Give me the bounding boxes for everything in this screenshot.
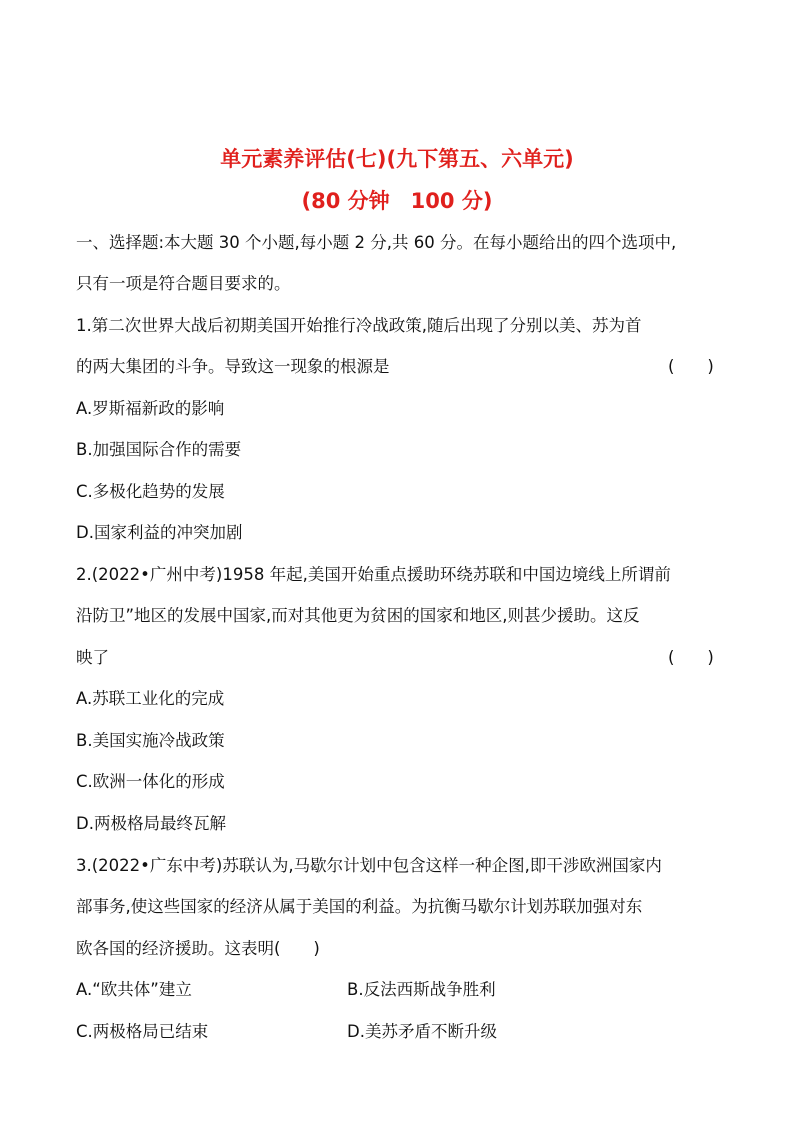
question-1-option-a: A.罗斯福新政的影响 bbox=[76, 399, 225, 418]
question-3-stem-line-1: 3.(2022•广东中考)苏联认为,马歇尔计划中包含这样一种企图,即干涉欧洲国家内 bbox=[76, 856, 662, 875]
question-1-option-d: D.国家利益的冲突加剧 bbox=[76, 523, 243, 542]
question-3-option-d: D.美苏矛盾不断升级 bbox=[347, 1022, 497, 1041]
question-3-options-row-1 bbox=[76, 978, 726, 1002]
question-1-option-c: C.多极化趋势的发展 bbox=[76, 482, 225, 501]
question-1-stem-line-1: 1.第二次世界大战后初期美国开始推行冷战政策,随后出现了分别以美、苏为首 bbox=[76, 316, 642, 335]
question-3-options-row-2 bbox=[76, 1020, 726, 1044]
question-1-option-b: B.加强国际合作的需要 bbox=[76, 440, 242, 459]
question-2-option-c: C.欧洲一体化的形成 bbox=[76, 772, 225, 791]
section-instruction-line-2: 只有一项是符合题目要求的。 bbox=[76, 274, 291, 293]
question-3-option-a: A.“欧共体”建立 bbox=[76, 980, 192, 999]
question-3-option-c: C.两极格局已结束 bbox=[76, 1022, 209, 1041]
question-2-stem-line-3: 映了 bbox=[76, 648, 109, 667]
question-3-stem-line-2: 部事务,使这些国家的经济从属于美国的利益。为抗衡马歇尔计划苏联加强对东 bbox=[76, 897, 643, 916]
question-3-stem-line-3: 欧各国的经济援助。这表明( ) bbox=[76, 939, 320, 958]
question-2-stem-line-1: 2.(2022•广州中考)1958 年起,美国开始重点援助环绕苏联和中国边境线上所谓前 bbox=[76, 565, 671, 584]
question-2-option-b: B.美国实施冷战政策 bbox=[76, 731, 225, 750]
section-instruction-line-1: 一、选择题:本大题 30 个小题,每小题 2 分,共 60 分。在每小题给出的四个选项中, bbox=[76, 233, 677, 252]
question-2-option-d: D.两极格局最终瓦解 bbox=[76, 814, 226, 833]
question-1-answer-blank: ( ) bbox=[668, 357, 714, 376]
page-title: 单元素养评估(七)(九下第五、六单元) bbox=[220, 147, 574, 171]
question-2-answer-blank: ( ) bbox=[668, 648, 714, 667]
question-3-option-b: B.反法西斯战争胜利 bbox=[347, 980, 496, 999]
question-1-stem-line-2: 的两大集团的斗争。导致这一现象的根源是 bbox=[76, 357, 390, 376]
page-subtitle: (80 分钟 100 分) bbox=[301, 189, 493, 213]
question-2-option-a: A.苏联工业化的完成 bbox=[76, 689, 225, 708]
question-2-stem-line-2: 沿防卫”地区的发展中国家,而对其他更为贫困的国家和地区,则甚少援助。这反 bbox=[76, 606, 640, 625]
